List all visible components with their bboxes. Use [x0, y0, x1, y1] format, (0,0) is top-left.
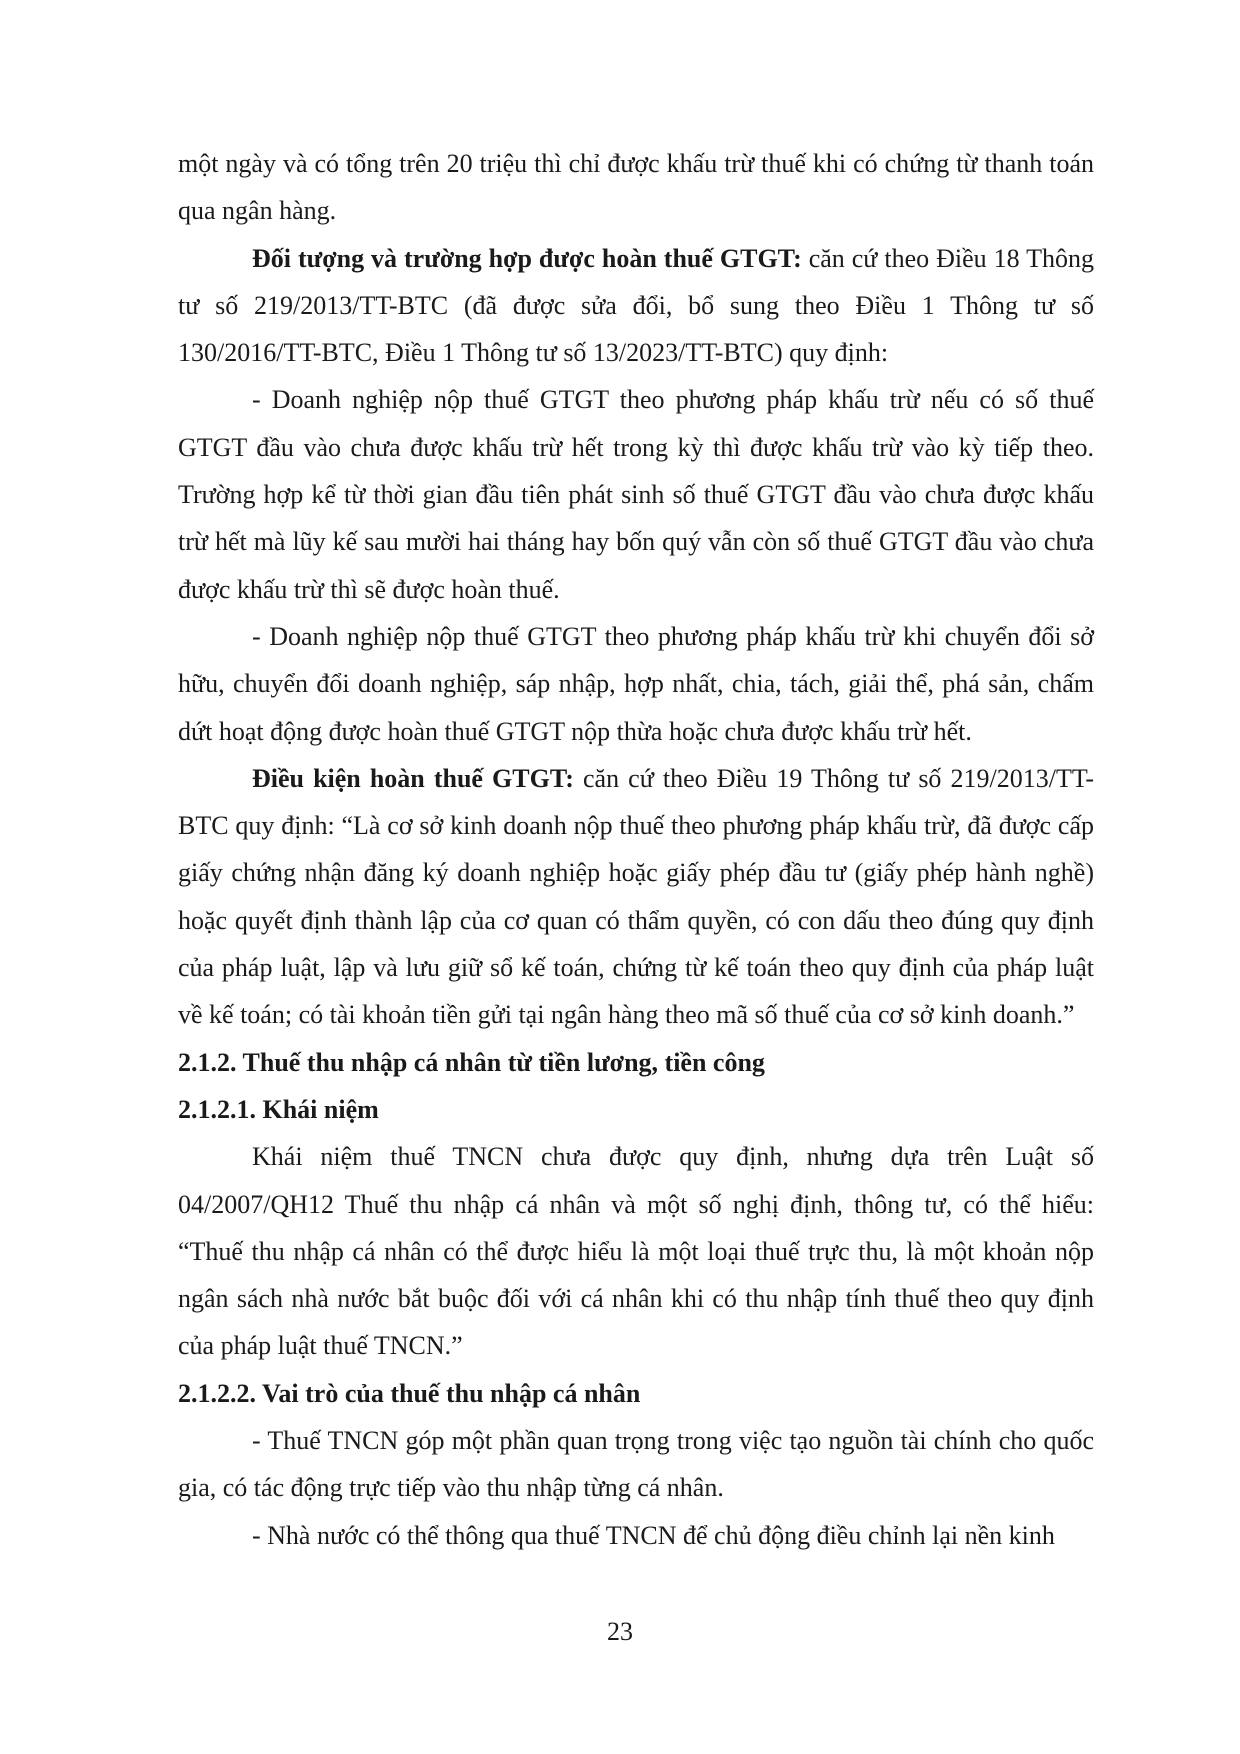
- bullet-refund-deduction: - Doanh nghiệp nộp thuế GTGT theo phương pháp khấu trừ nếu có số thuế GTGT đầu vào chưa được khấu trừ hết trong kỳ thì được khấu trừ vào kỳ tiếp theo. Trường hợp kể từ thời gian đầu tiên phát sinh số thuế GTGT đầu vào chưa được khấu trừ hết mà lũy kế sau mười hai tháng hay bốn quý vẫn còn số thuế GTGT đầu vào chưa được khấu trừ thì sẽ được hoàn thuế.: [178, 385, 1094, 604]
- paragraph-refund-conditions: [178, 755, 1094, 1039]
- bullet-pit-role-regulation: - Nhà nước có thể thông qua thuế TNCN để chủ động điều chỉnh lại nền kinh: [252, 1520, 1055, 1550]
- bullet-refund-restructure: - Doanh nghiệp nộp thuế GTGT theo phương pháp khấu trừ khi chuyển đổi sở hữu, chuyển đổi doanh nghiệp, sáp nhập, hợp nhất, chia, tách, giải thể, phá sản, chấm dứt hoạt động được hoàn thuế GTGT nộp thừa hoặc chưa được khấu trừ hết.: [178, 621, 1094, 746]
- refund-subjects-text: căn cứ theo Điều 18 Thông tư số 219/2013/TT-BTC (đã được sửa đổi, bổ sung theo Điều 1 Thông tư số 130/2016/TT-BTC, Điều 1 Thông tư số 13/2023/TT-BTC) quy định:: [178, 243, 1094, 368]
- page-body: [178, 140, 1094, 1559]
- paragraph-continuation: một ngày và có tổng trên 20 triệu thì chỉ được khấu trừ thuế khi có chứng từ thanh toán qua ngân hàng.: [178, 149, 1094, 226]
- paragraph-refund-subjects: [178, 235, 1094, 377]
- bullet-pit-role-finance: - Thuế TNCN góp một phần quan trọng trong việc tạo nguồn tài chính cho quốc gia, có tác động trực tiếp vào thu nhập từng cá nhân.: [178, 1426, 1094, 1503]
- section-heading-2-1-2: 2.1.2. Thuế thu nhập cá nhân từ tiền lương, tiền công: [178, 1047, 765, 1077]
- section-heading-2-1-2-2: 2.1.2.2. Vai trò của thuế thu nhập cá nhân: [178, 1378, 641, 1408]
- page-number: 23: [607, 1617, 633, 1646]
- refund-conditions-text: căn cứ theo Điều 19 Thông tư số 219/2013/TT-BTC quy định: “Là cơ sở kinh doanh nộp thuế theo phương pháp khấu trừ, đã được cấp giấy chứng nhận đăng ký doanh nghiệp hoặc giấy phép đầu tư (giấy phép hành nghề) hoặc quyết định thành lập của cơ quan có thẩm quyền, có con dấu theo đúng quy định của pháp luật, lập và lưu giữ sổ kế toán, chứng từ kế toán theo quy định của pháp luật về kế toán; có tài khoản tiền gửi tại ngân hàng theo mã số thuế của cơ sở kinh doanh.”: [178, 763, 1095, 1030]
- section-heading-2-1-2-1: 2.1.2.1. Khái niệm: [178, 1094, 379, 1124]
- refund-subjects-lead: Đối tượng và trường hợp được hoàn thuế GTGT:: [252, 243, 802, 273]
- refund-conditions-lead: Điều kiện hoàn thuế GTGT:: [252, 763, 574, 793]
- paragraph-pit-concept: Khái niệm thuế TNCN chưa được quy định, nhưng dựa trên Luật số 04/2007/QH12 Thuế thu nhập cá nhân và một số nghị định, thông tư, có thể hiểu: “Thuế thu nhập cá nhân có thể được hiểu là một loại thuế trực thu, là một khoản nộp ngân sách nhà nước bắt buộc đối với cá nhân khi có thu nhập tính thuế theo quy định của pháp luật thuế TNCN.”: [178, 1142, 1094, 1361]
